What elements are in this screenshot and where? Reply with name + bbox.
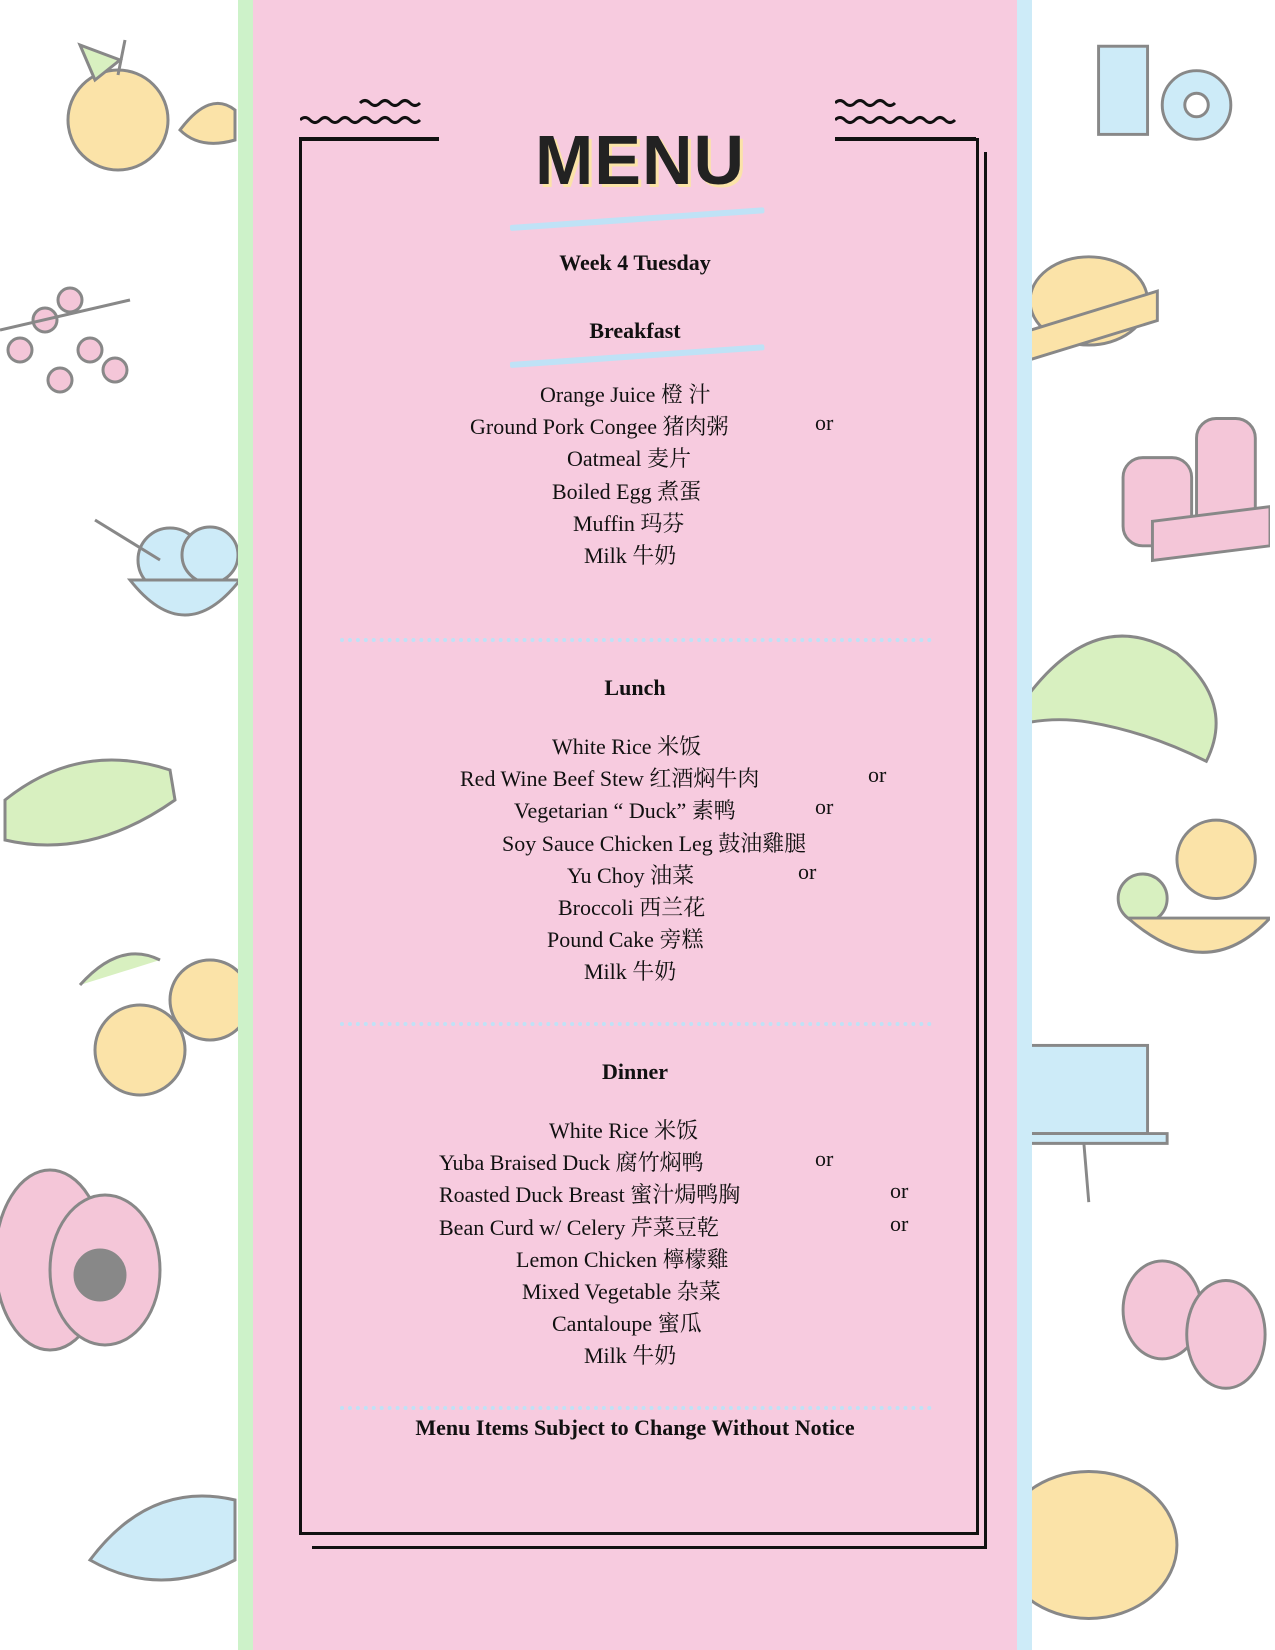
right-food-illustrations [1030,0,1270,1650]
menu-item: Mixed Vegetable 杂菜 [522,1279,721,1304]
menu-item: Boiled Egg 煮蛋 [552,478,702,504]
menu-item: Yu Choy 油菜 [567,862,695,888]
divider-dotted [340,638,932,642]
breakfast-heading: Breakfast [589,318,681,343]
menu-item: Yuba Braised Duck 腐竹焖鸭 [439,1150,704,1176]
menu-item: Muffin 玛芬 [573,510,685,536]
lunch-heading: Lunch [604,675,666,700]
or-label: or [890,1210,909,1236]
grapes-branch-icon [0,288,130,392]
or-label: or [798,858,817,884]
menu-item: Milk 牛奶 [584,1343,677,1369]
lemon-slice-icon [180,103,235,143]
squiggle-left [300,98,440,128]
or-label: or [815,1146,834,1172]
menu-item: Broccoli 西兰花 [558,895,706,920]
fruit-bowl-icon [1118,820,1270,952]
divider-dotted [340,1406,932,1410]
menu-item: White Rice 米饭 [549,1118,699,1143]
avocado-icon [0,1170,160,1350]
or-label: or [815,410,834,436]
ice-cream-bowl-icon [95,520,240,615]
frame-top-left [299,137,439,141]
menu-item: Milk 牛奶 [584,543,677,568]
menu-item: Lemon Chicken 檸檬雞 [516,1246,729,1272]
green-side-strip [238,0,253,1650]
menu-item: Vegetarian “ Duck” 素鸭 [514,798,736,824]
menu-item: Oatmeal 麦片 [567,446,692,472]
coffee-donut-icon [1099,46,1231,139]
croissant-icon [1030,636,1216,761]
pears-icon [1123,1261,1265,1388]
footer-notice: Menu Items Subject to Change Without Notice [415,1415,855,1440]
menu-item: Red Wine Beef Stew 红酒焖牛肉 [460,766,760,792]
or-label: or [890,1178,909,1204]
apple-icon [68,40,168,170]
menu-title: MENU [534,121,746,199]
or-label: or [815,794,834,820]
or-label: or [868,762,887,788]
fish-icon [90,1496,235,1580]
menu-item: Roasted Duck Breast 蜜汁焗鸭胸 [439,1182,741,1208]
menu-item: Pound Cake 旁糕 [547,927,704,953]
menu-item: Orange Juice 橙 汁 [540,382,711,407]
menu-item: Bean Curd w/ Celery 芹菜豆乾 [439,1214,719,1240]
dinner-heading: Dinner [602,1059,668,1084]
menu-item: White Rice 米饭 [552,734,702,759]
lemons-icon [80,954,240,1095]
menu-item: Soy Sauce Chicken Leg 鼓油雞腿 [502,830,807,856]
menu-item: Milk 牛奶 [584,959,677,985]
divider-dotted [340,1022,932,1026]
menu-item: Cantaloupe 蜜瓜 [552,1311,702,1337]
menu-item: Ground Pork Congee 猪肉粥 [470,414,729,440]
cake-stand-icon [1030,1045,1167,1202]
left-food-illustrations [0,0,240,1650]
sandwich-icon [5,760,175,845]
blue-side-strip [1017,0,1032,1650]
week-day-label: Week 4 Tuesday [559,250,711,275]
melon-icon [1030,1472,1177,1619]
roast-chicken-icon [1030,257,1157,360]
salt-pepper-icon [1123,418,1270,560]
